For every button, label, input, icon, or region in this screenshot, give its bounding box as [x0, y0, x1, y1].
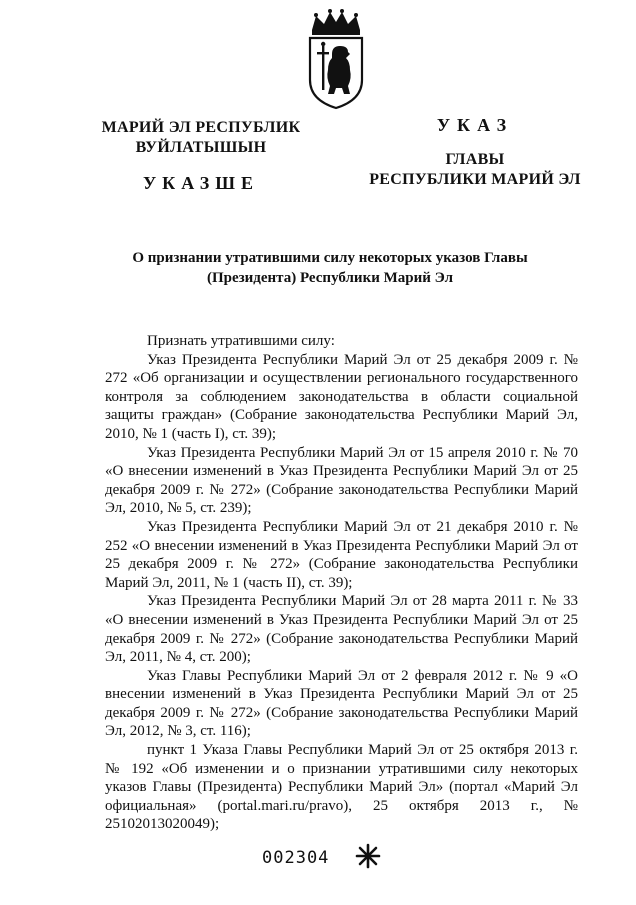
header-left-block [100, 118, 302, 193]
body-paragraph: Указ Главы Республики Марий Эл от 2 февраля 2012 г. № 9 «О внесении изменений в Указ Президента Республики Марий Эл от 25 декабря 2009 г. № 272» (Собрание законодательства Республики Марий Эл, 2012, № 3, ст. 116); [105, 667, 578, 740]
header-right-decree: УКАЗ [436, 115, 514, 135]
body-paragraph: Указ Президента Республики Марий Эл от 25 декабря 2009 г. № 272 «Об организации и осуществлении регионального государственного контроля за соблюдением законодательства в области социальной защиты граждан» (Собрание законодательства Республики Марий Эл, 2010, № 1 (часть I), ст. 39); [105, 351, 578, 442]
header-left-decree: УКАЗШЕ [142, 173, 260, 193]
document-title-line1: О признании утратившими силу некоторых указов Главы [132, 250, 528, 266]
body-paragraph: Указ Президента Республики Марий Эл от 15 апреля 2010 г. № 70 «О внесении изменений в Указ Президента Республики Марий Эл от 25 декабря 2009 г. № 272» (Собрание законодательства Республики Марий Эл, 2010, № 5, ст. 239); [105, 444, 578, 517]
body-paragraph: пункт 1 Указа Главы Республики Марий Эл от 25 октября 2013 г. № 192 «Об изменении и о признании утратившими силу некоторых указов Главы (Президента) Республики Марий Эл» (портал «Марий Эл официальная» (portal.mari.ru/pravo), 25 октября 2013 г., № 25102013020049); [105, 742, 578, 833]
body-paragraph: Указ Президента Республики Марий Эл от 21 декабря 2010 г. № 252 «О внесении изменений в Указ Президента Республики Марий Эл от 25 декабря 2009 г. № 272» (Собрание законодательства Республики Марий Эл, 2011, № 1 (часть II), ст. 39); [105, 518, 578, 591]
body-paragraph: Признать утратившими силу: [147, 333, 335, 349]
document-title [110, 248, 550, 288]
body-paragraph: Указ Президента Республики Марий Эл от 28 марта 2011 г. № 33 «О внесении изменений в Указ Президента Республики Марий Эл от 25 декабря 2009 г. № 272» (Собрание законодательства Республики Марий Эл, 2011, № 4, ст. 200); [105, 593, 578, 666]
asterisk-mark-icon [354, 842, 382, 870]
header-left-line1: МАРИЙ ЭЛ РЕСПУБЛИК [101, 119, 301, 136]
header-right-line1: ГЛАВЫ [445, 151, 505, 168]
document-title-line2: (Президента) Республики Марий Эл [206, 270, 454, 286]
document-serial [262, 848, 402, 872]
document-body [105, 332, 578, 834]
header-right-block [360, 114, 590, 190]
coat-of-arms-bear-icon [298, 8, 374, 112]
header-left-line2: ВУЙЛАТЫШЫН [135, 139, 267, 156]
serial-number: 002304 [262, 848, 330, 868]
header-right-line2: РЕСПУБЛИКИ МАРИЙ ЭЛ [369, 171, 581, 188]
